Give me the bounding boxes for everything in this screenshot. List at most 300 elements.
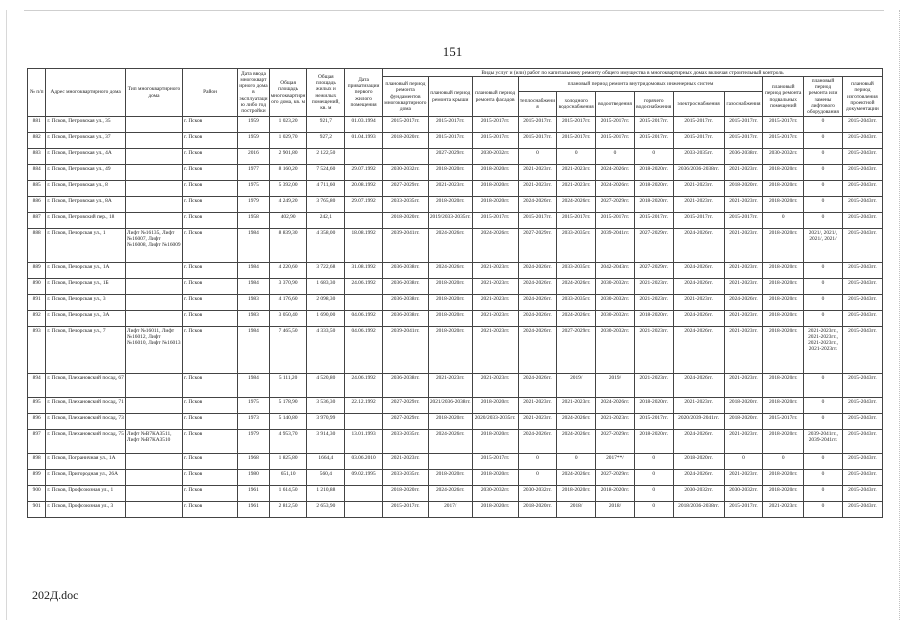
cell-electric: 2015-2017гг. [673, 133, 724, 149]
header-privatization: Дата приватизации первого жилого помещения [345, 69, 383, 117]
cell-project: 2015-2043гг. [842, 430, 882, 454]
cell-basement: 2018-2020гг. [763, 263, 804, 279]
cell-gas: 2015-2017гг. [724, 502, 763, 518]
cell-foundation: 2039-2041гг. [382, 229, 428, 263]
cell-electric: 2024-2026гг. [673, 229, 724, 263]
cell-roof: 2024-2026гг. [428, 430, 472, 454]
table-row [28, 311, 883, 327]
cell-num: 884 [28, 165, 46, 181]
cell-cold: 2024-2026гг. [557, 311, 596, 327]
cell-sewer: 2019/ [596, 374, 635, 398]
cell-priv: 29.07.1992 [345, 165, 383, 181]
cell-year: 1977 [238, 165, 270, 181]
cell-elevator: 0 [804, 149, 843, 165]
cell-facade: 2021-2023гг. [472, 374, 518, 398]
cell-heating: 2024-2026гг. [518, 263, 557, 279]
cell-address: г. Псков, Плехановский посад, 75 [46, 430, 126, 454]
cell-facade: 2024-2026гг. [472, 229, 518, 263]
cell-basement: 2015-2017гг. [763, 414, 804, 430]
cell-priv: 09.02.1995 [345, 470, 383, 486]
cell-living: 4 520,80 [307, 374, 345, 398]
cell-sewer: 2015-2017гг. [596, 133, 635, 149]
cell-project: 2015-2043гг. [842, 197, 882, 213]
cell-district: г. Псков [183, 263, 238, 279]
cell-year: 1979 [238, 430, 270, 454]
cell-sewer: 2017**/ [596, 454, 635, 470]
cell-type: Лифт №16135, Лифт №16007, Лифт №16008, Лифт №16009 [125, 229, 182, 263]
cell-priv: 01.03.1994 [345, 117, 383, 133]
cell-hot: 2015-2017гг. [634, 133, 673, 149]
cell-type [125, 295, 182, 311]
cell-gas: 2021-2023гг. [724, 165, 763, 181]
cell-electric: 2024-2026гг. [673, 311, 724, 327]
cell-sewer: 0 [596, 149, 635, 165]
page-right-border [899, 10, 900, 620]
cell-year: 1959 [238, 117, 270, 133]
cell-electric: 2021-2023гг. [673, 181, 724, 197]
header-num: № п/п [28, 69, 46, 117]
cell-hot: 2027-2029гг. [634, 229, 673, 263]
cell-heating: 2024-2026гг. [518, 374, 557, 398]
cell-gas: 2021-2023гг. [724, 279, 763, 295]
cell-num: 881 [28, 117, 46, 133]
cell-electric: 2015-2017гг. [673, 117, 724, 133]
cell-heating: 0 [518, 454, 557, 470]
table-row [28, 263, 883, 279]
cell-gas: 2018-2020гг. [724, 181, 763, 197]
cell-district: г. Псков [183, 486, 238, 502]
cell-electric: 2036/2036-2038гг. [673, 165, 724, 181]
cell-type [125, 398, 182, 414]
cell-elevator: 2021/, 2021/, 2021/, 2021/ [804, 229, 843, 263]
cell-priv [345, 502, 383, 518]
cell-hot: 2018-2020гг. [634, 165, 673, 181]
cell-address: г. Псков, Петровская ул., 37 [46, 133, 126, 149]
cell-project: 2015-2043гг. [842, 181, 882, 197]
cell-priv: 20.08.1992 [345, 181, 383, 197]
cell-foundation: 2021-2023гг. [382, 454, 428, 470]
page-left-border [6, 10, 7, 620]
cell-type: Лифт №16011, Лифт №16012, Лифт №16010, Лифт №16013 [125, 327, 182, 374]
cell-roof: 2017/ [428, 502, 472, 518]
cell-electric: 2018/2036-2038гг. [673, 502, 724, 518]
cell-sewer: 2030-2032гг. [596, 295, 635, 311]
cell-num: 897 [28, 430, 46, 454]
cell-total: 8 160,20 [269, 165, 307, 181]
cell-facade: 2018-2020гг. [472, 430, 518, 454]
cell-project: 2015-2043гг. [842, 213, 882, 229]
cell-total: 4 249,20 [269, 197, 307, 213]
cell-facade: 2021-2023гг. [472, 279, 518, 295]
cell-elevator: 0 [804, 133, 843, 149]
cell-type [125, 117, 182, 133]
cell-project: 2015-2043гг. [842, 279, 882, 295]
cell-foundation: 2015-2017гг. [382, 117, 428, 133]
cell-project: 2015-2043гг. [842, 311, 882, 327]
cell-total: 3 050,40 [269, 311, 307, 327]
cell-heating: 2018-2020гг. [518, 502, 557, 518]
cell-elevator: 0 [804, 414, 843, 430]
cell-facade: 2015-2017гг. [472, 213, 518, 229]
cell-cold: 2024-2026гг. [557, 470, 596, 486]
cell-living: 560,4 [307, 470, 345, 486]
cell-basement: 2018-2020гг. [763, 181, 804, 197]
cell-sewer: 2018-2020гг. [596, 486, 635, 502]
cell-roof: 2018-2020гг. [428, 414, 472, 430]
cell-gas: 2015-2017гг. [724, 213, 763, 229]
cell-total: 402,90 [269, 213, 307, 229]
cell-foundation: 2033-2035гг. [382, 470, 428, 486]
cell-project: 2015-2043гг. [842, 229, 882, 263]
cell-cold: 2024-2026гг. [557, 430, 596, 454]
cell-electric: 2030-2032гг. [673, 486, 724, 502]
cell-type [125, 181, 182, 197]
cell-priv: 13.01.1993 [345, 430, 383, 454]
cell-priv: 04.06.1992 [345, 327, 383, 374]
cell-electric: 2024-2026гг. [673, 279, 724, 295]
cell-cold: 2033-2035гг. [557, 263, 596, 279]
cell-total: 1 023,20 [269, 117, 307, 133]
cell-priv [345, 213, 383, 229]
cell-basement: 2015-2017гг. [763, 133, 804, 149]
header-elevator: плановый период ремонта или замены лифтового оборудования [804, 77, 843, 117]
cell-district: г. Псков [183, 133, 238, 149]
cell-basement: 2018-2020гг. [763, 165, 804, 181]
cell-hot: 2027-2029гг. [634, 263, 673, 279]
header-foundation: плановый период ремонта фундаментов многоквартирного дома [382, 77, 428, 117]
cell-project: 2015-2043гг. [842, 117, 882, 133]
cell-roof: 2015-2017гг. [428, 117, 472, 133]
cell-basement: 2018-2020гг. [763, 327, 804, 374]
cell-total: 8 839,30 [269, 229, 307, 263]
cell-basement: 2018-2020гг. [763, 295, 804, 311]
cell-gas: 2036-2038гг. [724, 149, 763, 165]
cell-hot: 2015-2017гг. [634, 117, 673, 133]
cell-priv: 24.06.1992 [345, 374, 383, 398]
cell-project: 2015-2043гг. [842, 133, 882, 149]
cell-elevator: 0 [804, 398, 843, 414]
cell-electric: 2024-2026гг. [673, 327, 724, 374]
cell-elevator: 0 [804, 486, 843, 502]
cell-roof: 2018-2020гг. [428, 165, 472, 181]
cell-num: 896 [28, 414, 46, 430]
page-number: 151 [442, 44, 463, 59]
cell-roof: 2018-2020гг. [428, 470, 472, 486]
cell-priv: 04.06.1992 [345, 311, 383, 327]
header-district: Район [183, 69, 238, 117]
cell-roof: 2018-2020гг. [428, 311, 472, 327]
cell-facade: 2015-2017гг. [472, 454, 518, 470]
table-row [28, 454, 883, 470]
cell-type [125, 414, 182, 430]
cell-total: 4 176,60 [269, 295, 307, 311]
cell-num: 901 [28, 502, 46, 518]
cell-hot: 2018-2020гг. [634, 181, 673, 197]
cell-facade: 2021-2023гг. [472, 327, 518, 374]
cell-foundation: 2027-2029гг. [382, 414, 428, 430]
cell-foundation: 2036-2038гг. [382, 374, 428, 398]
cell-living: 921,7 [307, 117, 345, 133]
cell-total: 4 953,70 [269, 430, 307, 454]
table-body [28, 117, 883, 518]
cell-elevator: 2039-2041гг., 2039-2041гг. [804, 430, 843, 454]
cell-cold: 2018-2020гг. [557, 486, 596, 502]
cell-hot: 0 [634, 454, 673, 470]
cell-foundation: 2030-2032гг. [382, 165, 428, 181]
cell-living: 1 683,30 [307, 279, 345, 295]
cell-roof: 2021-2023гг. [428, 374, 472, 398]
cell-basement: 2018-2020гг. [763, 311, 804, 327]
cell-hot: 2018-2020гг. [634, 197, 673, 213]
cell-facade: 2021-2023гг. [472, 263, 518, 279]
cell-elevator: 0 [804, 181, 843, 197]
cell-elevator: 0 [804, 374, 843, 398]
cell-hot: 2021-2023гг. [634, 279, 673, 295]
cell-gas: 2021-2023гг. [724, 327, 763, 374]
cell-sewer: 2039-2041гг. [596, 229, 635, 263]
cell-gas: 2021-2023гг. [724, 470, 763, 486]
cell-living: 4 358,00 [307, 229, 345, 263]
cell-cold: 2024-2026гг. [557, 197, 596, 213]
cell-total: 1 614,50 [269, 486, 307, 502]
page-top-border [24, 10, 884, 11]
cell-year: 1979 [238, 197, 270, 213]
cell-address: г. Псков, Печорская ул., 1Б [46, 279, 126, 295]
cell-total: 5 140,80 [269, 414, 307, 430]
cell-hot: 0 [634, 502, 673, 518]
cell-sewer: 2042-2043гг. [596, 263, 635, 279]
cell-project: 2015-2043гг. [842, 165, 882, 181]
cell-basement: 2018-2020гг. [763, 398, 804, 414]
cell-sewer: 2030-2032гг. [596, 311, 635, 327]
cell-sewer: 2030-2032гг. [596, 327, 635, 374]
cell-type [125, 486, 182, 502]
cell-project: 2015-2043гг. [842, 398, 882, 414]
cell-facade: 2030-2032гг. [472, 486, 518, 502]
cell-basement: 2018-2020гг. [763, 229, 804, 263]
cell-address: г. Псков, Петровская ул., 35 [46, 117, 126, 133]
cell-year: 1961 [238, 486, 270, 502]
cell-facade: 2018-2020гг. [472, 502, 518, 518]
cell-address: г. Псков, Плехановский посад, 73 [46, 414, 126, 430]
cell-living: 1664,4 [307, 454, 345, 470]
cell-address: г. Псков, Профсоюзная ул., 3 [46, 502, 126, 518]
cell-roof [428, 454, 472, 470]
cell-type [125, 454, 182, 470]
cell-foundation: 2027-2029гг. [382, 398, 428, 414]
cell-district: г. Псков [183, 311, 238, 327]
cell-elevator: 0 [804, 117, 843, 133]
cell-gas: 2015-2017гг. [724, 117, 763, 133]
cell-hot: 2021-2023гг. [634, 374, 673, 398]
cell-address: г. Псков, Петровская ул., 49 [46, 165, 126, 181]
cell-address: г. Псков, Печорская ул., 3 [46, 295, 126, 311]
cell-foundation: 2018-2020гг. [382, 486, 428, 502]
cell-num: 882 [28, 133, 46, 149]
cell-basement: 0 [763, 454, 804, 470]
cell-project: 2015-2043гг. [842, 295, 882, 311]
cell-type [125, 502, 182, 518]
cell-type [125, 133, 182, 149]
cell-district: г. Псков [183, 117, 238, 133]
cell-living: 3 536,30 [307, 398, 345, 414]
cell-total: 5 111,20 [269, 374, 307, 398]
cell-electric: 2024-2026гг. [673, 263, 724, 279]
table-row [28, 295, 883, 311]
cell-type [125, 165, 182, 181]
cell-district: г. Псков [183, 398, 238, 414]
cell-type: Лифт №В7КА3511, Лифт №В7КА3510 [125, 430, 182, 454]
cell-gas: 2015-2017гг. [724, 133, 763, 149]
cell-cold: 2015-2017гг. [557, 213, 596, 229]
cell-foundation: 2036-2038гг. [382, 279, 428, 295]
cell-type [125, 149, 182, 165]
cell-hot: 2015-2017гг. [634, 414, 673, 430]
table-row [28, 470, 883, 486]
cell-heating: 2015-2017гг. [518, 117, 557, 133]
cell-cold: 2021-2023гг. [557, 181, 596, 197]
cell-priv [345, 486, 383, 502]
header-total-area: Общая площадь многоквартирного дома, кв. м [269, 69, 307, 117]
cell-cold: 2019/ [557, 374, 596, 398]
cell-heating: 2024-2026гг. [518, 327, 557, 374]
cell-sewer: 2024-2026гг. [596, 181, 635, 197]
cell-district: г. Псков [183, 414, 238, 430]
header-cold-water: холодного водоснабжения [557, 91, 596, 116]
cell-electric: 2020/2039-2041гг. [673, 414, 724, 430]
cell-year: 1983 [238, 295, 270, 311]
cell-elevator: 0 [804, 263, 843, 279]
cell-heating: 2024-2026гг. [518, 311, 557, 327]
table-row [28, 165, 883, 181]
cell-project: 2015-2043гг. [842, 263, 882, 279]
cell-basement: 0 [763, 213, 804, 229]
cell-foundation: 2036-2038гг. [382, 311, 428, 327]
cell-heating: 2024-2026гг. [518, 295, 557, 311]
table-row [28, 181, 883, 197]
cell-living: 3 970,99 [307, 414, 345, 430]
cell-electric: 2015-2017гг. [673, 213, 724, 229]
cell-type [125, 197, 182, 213]
cell-gas: 0 [724, 454, 763, 470]
cell-facade: 2015-2017гг. [472, 117, 518, 133]
cell-cold: 2033-2035гг. [557, 295, 596, 311]
cell-facade: 2021-2023гг. [472, 295, 518, 311]
cell-district: г. Псков [183, 213, 238, 229]
cell-district: г. Псков [183, 149, 238, 165]
cell-gas: 2018-2020гг. [724, 398, 763, 414]
cell-sewer: 2024-2026гг. [596, 398, 635, 414]
cell-address: г. Псков, Печорская ул., 1А [46, 263, 126, 279]
cell-gas: 2021-2023гг. [724, 229, 763, 263]
table-row [28, 213, 883, 229]
cell-district: г. Псков [183, 470, 238, 486]
cell-heating: 0 [518, 470, 557, 486]
cell-living: 927,2 [307, 133, 345, 149]
cell-gas: 2030-2032гг. [724, 486, 763, 502]
cell-address: г. Псков, Плехановский посад, 71 [46, 398, 126, 414]
cell-roof: 2024-2026гг. [428, 263, 472, 279]
cell-foundation: 2018-2020гг. [382, 133, 428, 149]
header-facade: плановый период ремонта фасадов [472, 77, 518, 117]
header-electric: электроснабжения [673, 91, 724, 116]
cell-type [125, 263, 182, 279]
cell-num: 894 [28, 374, 46, 398]
cell-elevator: 0 [804, 502, 843, 518]
cell-address: г. Псков, Пограничная ул., 1А [46, 454, 126, 470]
cell-year: 1984 [238, 327, 270, 374]
cell-priv: 29.07.1992 [345, 197, 383, 213]
cell-electric: 2024-2026гг. [673, 430, 724, 454]
cell-facade: 2018-2020гг. [472, 165, 518, 181]
cell-living: 7 524,60 [307, 165, 345, 181]
table-row [28, 149, 883, 165]
cell-project: 2015-2043гг. [842, 454, 882, 470]
cell-hot: 2021-2023гг. [634, 327, 673, 374]
table-row [28, 414, 883, 430]
cell-facade: 2018-2020гг. [472, 181, 518, 197]
cell-heating: 2024-2026гг. [518, 197, 557, 213]
table-row [28, 197, 883, 213]
cell-cold: 2027-2029гг. [557, 327, 596, 374]
cell-roof: 2021-2023гг. [428, 181, 472, 197]
cell-gas: 2021-2023гг. [724, 430, 763, 454]
cell-total: 2 901,80 [269, 149, 307, 165]
cell-foundation: 2036-2038гг. [382, 263, 428, 279]
cell-basement: 2018-2020гг. [763, 430, 804, 454]
table-row [28, 229, 883, 263]
cell-gas: 2018-2020гг. [724, 414, 763, 430]
cell-project: 2015-2043гг. [842, 486, 882, 502]
cell-num: 899 [28, 470, 46, 486]
cell-foundation: 2033-2035гг. [382, 430, 428, 454]
cell-total: 4 220,60 [269, 263, 307, 279]
cell-address: г. Псков, Печорская ул., 7 [46, 327, 126, 374]
cell-living: 4 333,50 [307, 327, 345, 374]
header-engineering-group: плановый период ремонта внутридомовых инженерных систем [518, 77, 763, 91]
cell-hot: 2015-2017гг. [634, 213, 673, 229]
cell-gas: 2024-2026гг. [724, 295, 763, 311]
cell-electric: 2024-2026гг. [673, 470, 724, 486]
cell-hot: 2018-2020гг. [634, 311, 673, 327]
cell-living: 3 765,80 [307, 197, 345, 213]
cell-total: 2 812,50 [269, 502, 307, 518]
cell-priv [345, 414, 383, 430]
cell-hot: 2018-2020гг. [634, 430, 673, 454]
cell-project: 2015-2043гг. [842, 327, 882, 374]
cell-priv: 31.08.1992 [345, 263, 383, 279]
cell-total: 651,10 [269, 470, 307, 486]
cell-cold: 2015-2017гг. [557, 133, 596, 149]
cell-num: 885 [28, 181, 46, 197]
cell-hot: 0 [634, 149, 673, 165]
header-living-area: Общая площадь жилых и нежилых помещений, кв. м [307, 69, 345, 117]
cell-basement: 2018-2020гг. [763, 279, 804, 295]
cell-year: 1984 [238, 279, 270, 295]
cell-foundation: 2039-2041гг. [382, 327, 428, 374]
cell-roof: 2015-2017гг. [428, 133, 472, 149]
cell-type [125, 213, 182, 229]
cell-district: г. Псков [183, 327, 238, 374]
cell-address: г. Псков, Петровская ул., 8 [46, 181, 126, 197]
header-basement: плановый период ремонта подвальных помещений [763, 77, 804, 117]
cell-basement: 2021-2023гг. [763, 502, 804, 518]
cell-elevator: 0 [804, 470, 843, 486]
table-row [28, 133, 883, 149]
cell-elevator: 0 [804, 295, 843, 311]
cell-heating: 2021-2023гг. [518, 414, 557, 430]
cell-elevator: 0 [804, 165, 843, 181]
